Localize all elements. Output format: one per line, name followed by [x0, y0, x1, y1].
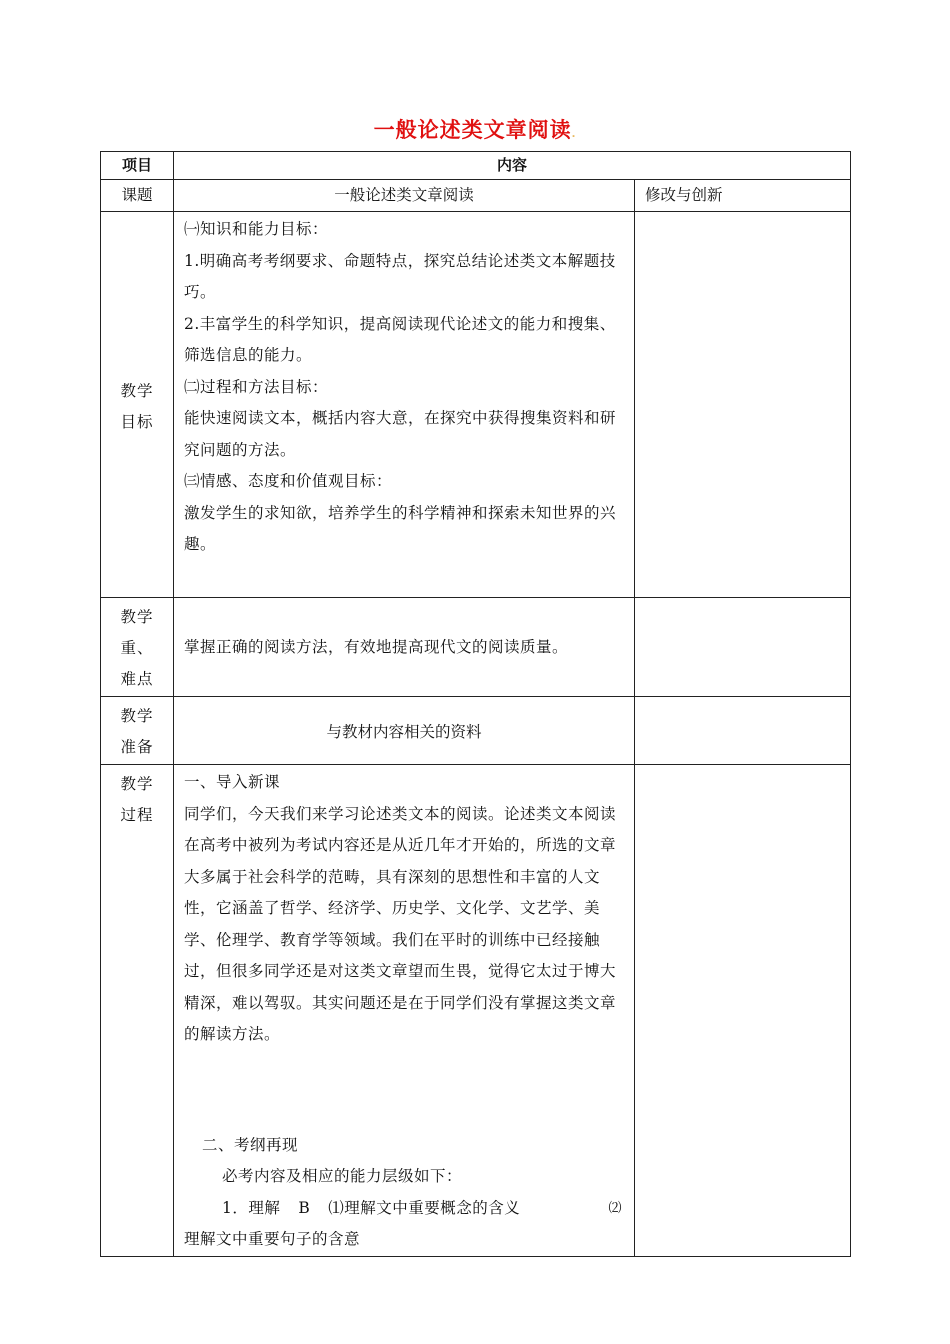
exam-item	[184, 1193, 626, 1225]
goals-label: 教学目标	[101, 212, 174, 598]
spacer	[184, 1051, 626, 1130]
process-content	[174, 765, 635, 1257]
prep-revision-cell	[635, 697, 851, 765]
process-label: 教学过程	[101, 765, 174, 1257]
topic-value: 一般论述类文章阅读	[174, 180, 635, 212]
exam-item-point: ⑴理解文中重要概念的含义	[328, 1198, 521, 1217]
goals-row	[101, 212, 851, 598]
focus-row	[101, 598, 851, 697]
goal-line: 2.丰富学生的科学知识，提高阅读现代论述文的能力和搜集、筛选信息的能力。	[184, 314, 616, 364]
goal-line: 能快速阅读文本，概括内容大意，在探究中获得搜集资料和研究问题的方法。	[184, 409, 617, 459]
focus-content: 掌握正确的阅读方法，有效地提高现代文的阅读质量。	[174, 598, 635, 697]
header-content: 内容	[174, 152, 851, 180]
lesson-plan-table	[100, 151, 851, 1257]
table-header-row	[101, 152, 851, 180]
goals-content	[174, 212, 635, 598]
goal-line: ㈠知识和能力目标：	[184, 220, 329, 238]
goals-revision-cell	[635, 212, 851, 598]
document-title	[0, 114, 950, 144]
goal-line: 1.明确高考考纲要求、命题特点，探究总结论述类文本解题技巧。	[184, 251, 616, 301]
process-row	[101, 765, 851, 1257]
revision-column-header: 修改与创新	[635, 180, 851, 212]
topic-label: 课题	[101, 180, 174, 212]
exam-item-prefix: 1．理解	[222, 1198, 281, 1217]
goal-line: ㈡过程和方法目标：	[184, 377, 329, 396]
section-heading: 一、导入新课	[184, 773, 281, 791]
intro-paragraph: 同学们，今天我们来学习论述类文本的阅读。论述类文本阅读在高考中被列为考试内容还是从近几年才开始的，所选的文章大多属于社会科学的范畴，具有深刻的思想性和丰富的人文性，它涵盖了哲学、经济学、历史学、文化学、文艺学、美学、伦理学、教育学等领域。我们在平时的训练中已经接触过，但很多同学还是对这类文章望而生畏，觉得它太过于博大精深，难以驾驭。其实问题还是在于同学们没有掌握这类文章的解读方法。	[184, 804, 617, 1043]
goal-line: 激发学生的求知欲，培养学生的科学精神和探索未知世界的兴趣。	[184, 503, 617, 553]
exam-item-level: B	[298, 1198, 311, 1217]
header-item: 项目	[101, 152, 174, 180]
prep-label: 教学准备	[101, 697, 174, 765]
focus-revision-cell	[635, 598, 851, 697]
exam-item-point-num: ⑵	[608, 1200, 622, 1216]
prep-content: 与教材内容相关的资料	[174, 697, 635, 765]
title-mark: .	[571, 129, 577, 140]
section-heading: 二、考纲再现	[202, 1135, 299, 1154]
focus-label: 教学重、难点	[101, 598, 174, 697]
topic-row	[101, 180, 851, 212]
document-title-text: 一般论述类文章阅读	[373, 118, 572, 142]
exam-item-point: 理解文中重要句子的含意	[184, 1230, 361, 1248]
process-revision-cell	[635, 765, 851, 1257]
prep-row	[101, 697, 851, 765]
section-intro: 必考内容及相应的能力层级如下：	[222, 1167, 463, 1185]
goal-line: ㈢情感、态度和价值观目标：	[184, 472, 393, 490]
